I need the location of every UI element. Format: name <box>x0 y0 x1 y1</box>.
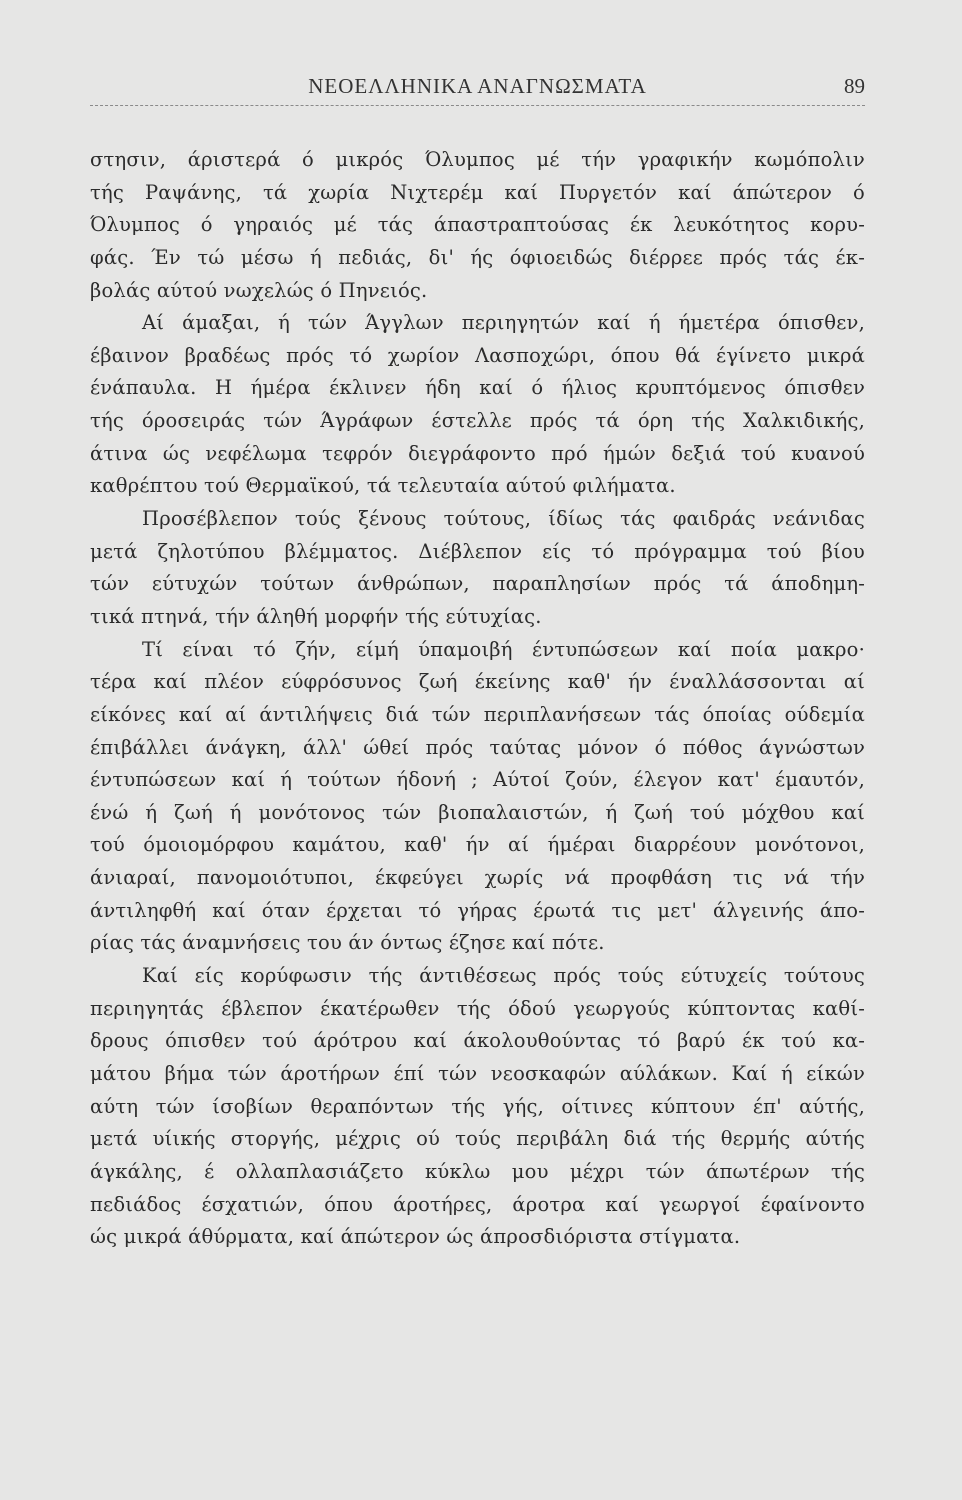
text-line: Τί είναι τό ζήν, είμή ύπαμοιβή έντυπώσεων καί ποία μακρο· <box>142 637 865 661</box>
paragraph <box>90 634 865 960</box>
text-line: Καί είς κορύφωσιν τής άντιθέσεως πρός τούς εύτυχείς τούτους <box>142 964 865 988</box>
text-line: μετά υίικής στοργής, μέχρις ού τούς περιβάλη διά τής θερμής αύτής <box>90 1127 865 1151</box>
text-line: ρίας τάς άναμνήσεις του άν όντως έζησε καί πότε. <box>90 931 605 955</box>
text-line: έντυπώσεων καί ή τούτων ήδονή ; Αύτοί ζούν, έλεγον κατ' έμαυτόν, <box>90 768 865 792</box>
text-line: ώς μικρά άθύρματα, καί άπώτερον ώς άπροσδιόριστα στίγματα. <box>90 1225 741 1249</box>
running-head <box>90 74 865 104</box>
text-line: βολάς αύτού νωχελώς ό Πηνειός. <box>90 278 428 302</box>
body-text <box>90 144 865 1254</box>
text-line: τικά πτηνά, τήν άληθή μορφήν τής εύτυχίας. <box>90 604 542 628</box>
text-line: ένάπαυλα. Η ήμέρα έκλινεν ήδη καί ό ήλιος κρυπτόμενος όπισθεν <box>90 376 865 400</box>
text-line: ένώ ή ζωή ή μονότονος τών βιοπαλαιστών, ή ζωή τού μόχθου καί <box>90 800 865 824</box>
text-line: καθρέπτου τού Θερμαϊκού, τά τελευταία αύτού φιλήματα. <box>90 474 676 498</box>
text-line: αύτη τών ίσοβίων θεραπόντων τής γής, οίτινες κύπτουν έπ' αύτής, <box>90 1094 865 1118</box>
text-line: άγκάλης, έ ολλαπλασιάζετο κύκλω μου μέχρι τών άπωτέρων τής <box>90 1159 865 1183</box>
text-line: άντιληφθή καί όταν έρχεται τό γήρας έρωτά τις μετ' άλγεινής άπο- <box>90 898 865 922</box>
text-line: Όλυμπος ό γηραιός μέ τάς άπαστραπτούσας έκ λευκότητος κορυ- <box>90 213 865 237</box>
text-line: δρους όπισθεν τού άρότρου καί άκολουθούντας τό βαρύ έκ τού κα- <box>90 1029 865 1053</box>
text-line: στησιν, άριστερά ό μικρός Όλυμπος μέ τήν γραφικήν κωμόπολιν <box>90 148 865 171</box>
text-line: άτινα ώς νεφέλωμα τεφρόν διεγράφοντο πρό ήμών δεξιά τού κυανού <box>90 441 865 465</box>
text-line: τής Ραψάνης, τά χωρία Νιχτερέμ καί Πυργετόν καί άπώτερον ό <box>90 180 865 204</box>
paragraph <box>90 307 865 503</box>
text-line: Αί άμαξαι, ή τών Άγγλων περιηγητών καί ή ήμετέρα όπισθεν, <box>142 311 865 335</box>
text-line: τού όμοιομόρφου καμάτου, καθ' ήν αί ήμέραι διαρρέουν μονότονοι, <box>90 833 865 857</box>
text-line: πεδιάδος έσχατιών, όπου άροτήρες, άροτρα καί γεωργοί έφαίνοντο <box>90 1192 865 1216</box>
header-rule <box>90 105 865 106</box>
text-line: είκόνες καί αί άντιλήψεις διά τών περιπλανήσεων τάς όποίας ούδεμία <box>90 702 865 726</box>
text-line: έπιβάλλει άνάγκη, άλλ' ώθεί πρός ταύτας μόνον ό πόθος άγνώστων <box>90 735 865 759</box>
text-line: άνιαραί, πανομοιότυποι, έκφεύγει χωρίς νά προφθάση τις νά τήν <box>90 866 865 890</box>
text-line: μετά ζηλοτύπου βλέμματος. Διέβλεπον είς τό πρόγραμμα τού βίου <box>90 539 865 563</box>
text-line: τέρα καί πλέον εύφρόσυνος ζωή έκείνης καθ' ήν έναλλάσσονται αί <box>90 670 865 694</box>
text-line: μάτου βήμα τών άροτήρων έπί τών νεοσκαφών αύλάκων. Καί ή είκών <box>90 1061 865 1085</box>
paragraph <box>90 503 865 634</box>
text-line: φάς. Έν τώ μέσω ή πεδιάς, δι' ής όφιοειδώς διέρρεε πρός τάς έκ- <box>90 245 865 269</box>
text-line: τής όροσειράς τών Άγράφων έστελλε πρός τά όρη τής Χαλκιδικής, <box>90 409 865 433</box>
text-line: έβαινον βραδέως πρός τό χωρίον Λασποχώρι, όπου θά έγίνετο μικρά <box>90 343 865 367</box>
paragraph <box>90 960 865 1254</box>
text-line: περιηγητάς έβλεπον έκατέρωθεν τής όδού γεωργούς κύπτοντας καθί- <box>90 996 865 1020</box>
text-line: τών εύτυχών τούτων άνθρώπων, παραπλησίων πρός τά άποδημη- <box>90 572 865 596</box>
text-line: Προσέβλεπον τούς ξένους τούτους, ίδίως τάς φαιδράς νεάνιδας <box>142 507 865 531</box>
paragraph <box>90 144 865 307</box>
running-title: ΝΕΟΕΛΛΗΝΙΚΑ ΑΝΑΓΝΩΣΜΑΤΑ <box>308 74 647 98</box>
page-number: 89 <box>844 74 865 98</box>
